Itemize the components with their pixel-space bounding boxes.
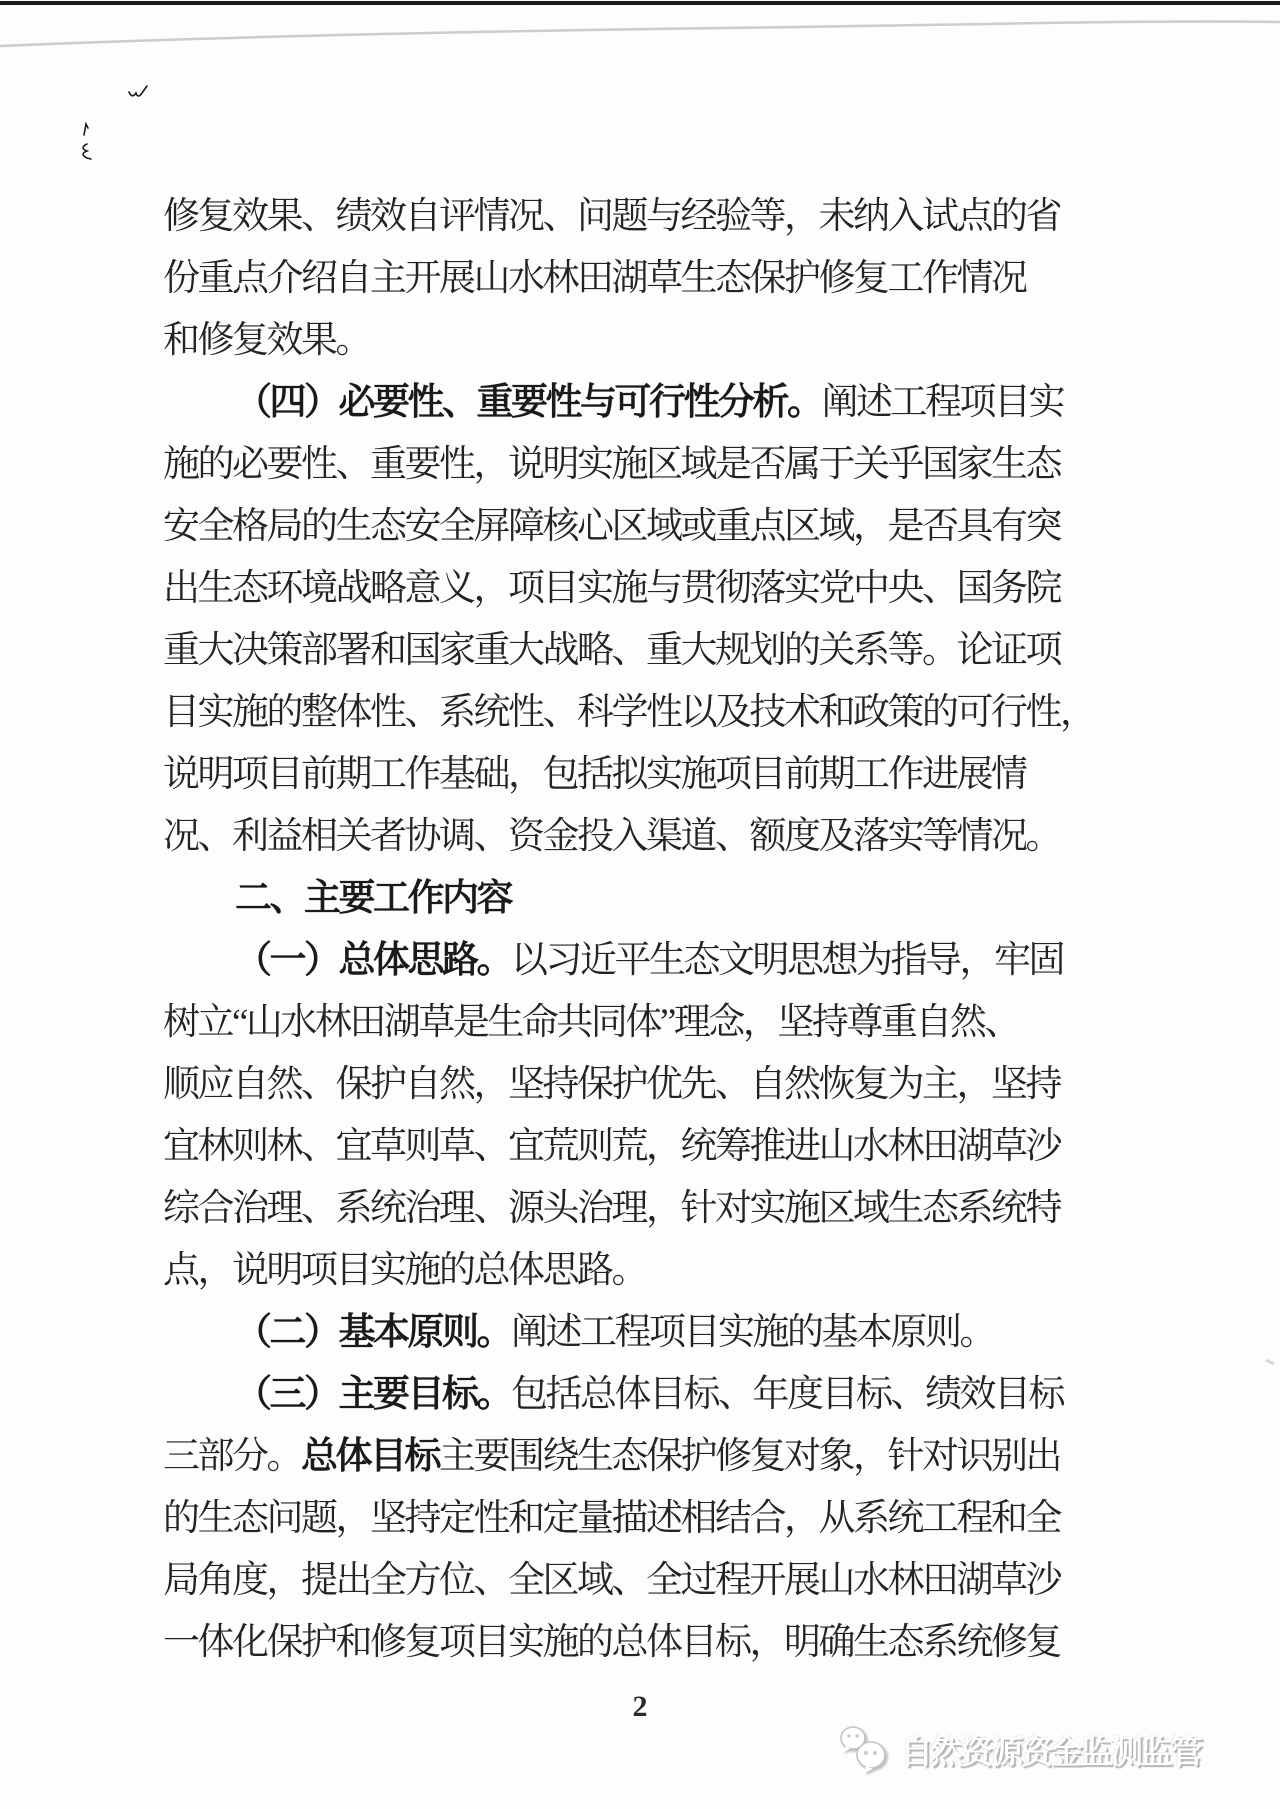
text-line (163, 1364, 1153, 1426)
text-line (163, 930, 1153, 992)
watermark-text: 自然资源资金监测监管 (900, 1734, 1200, 1771)
text-segment: 树立“山水林田湖草是生命共同体”理念，坚持尊重自然、 (163, 1002, 1019, 1043)
text-line (163, 558, 1153, 620)
text-segment-bold: 总体目标 (301, 1436, 439, 1477)
text-line (163, 1302, 1153, 1364)
text-segment: 安全格局的生态安全屏障核心区域或重点区域，是否具有突 (163, 506, 1060, 547)
page-number: 2 (632, 1690, 648, 1723)
text-line (163, 310, 1153, 372)
text-line (163, 496, 1153, 558)
text-segment: 说明项目前期工作基础，包括拟实施项目前期工作进展情 (163, 754, 1026, 795)
text-segment: 修复效果、绩效自评情况、问题与经验等，未纳入试点的省 (163, 196, 1060, 237)
text-segment: 一体化保护和修复项目实施的总体目标，明确生态系统修复 (163, 1622, 1060, 1663)
text-segment: 以习近平生态文明思想为指导，牢固 (511, 940, 1063, 981)
wechat-icon (836, 1724, 890, 1774)
handwritten-marks (83, 86, 147, 159)
scan-smudge (1266, 1360, 1274, 1364)
text-line (163, 744, 1153, 806)
text-segment: 主要围绕生态保护修复对象，针对识别出 (439, 1436, 1060, 1477)
document-body (163, 186, 1153, 1674)
text-segment-bold: （四）必要性、重要性与可行性分析。 (235, 382, 822, 423)
text-segment: 阐述工程项目实 (821, 382, 1063, 423)
text-segment: 宜林则林、宜草则草、宜荒则荒，统筹推进山水林田湖草沙 (163, 1126, 1060, 1167)
text-segment: 局角度，提出全方位、全区域、全过程开展山水林田湖草沙 (163, 1560, 1060, 1601)
text-segment: 综合治理、系统治理、源头治理，针对实施区域生态系统特 (163, 1188, 1060, 1229)
text-segment: 重大决策部署和国家重大战略、重大规划的关系等。论证项 (163, 630, 1060, 671)
text-line (163, 806, 1153, 868)
text-line (163, 248, 1153, 310)
text-line (163, 1426, 1153, 1488)
text-segment: 阐述工程项目实施的基本原则。 (511, 1312, 994, 1353)
text-line (163, 1612, 1153, 1674)
text-segment: 施的必要性、重要性，说明实施区域是否属于关乎国家生态 (163, 444, 1060, 485)
text-segment: 点，说明项目实施的总体思路。 (163, 1250, 646, 1291)
text-line (163, 1116, 1153, 1178)
text-line (163, 868, 1153, 930)
text-line (163, 1054, 1153, 1116)
text-segment: 和修复效果。 (163, 320, 370, 361)
text-line (163, 186, 1153, 248)
text-line (163, 1488, 1153, 1550)
text-segment: 包括总体目标、年度目标、绩效目标 (511, 1374, 1063, 1415)
text-line (163, 620, 1153, 682)
text-line (163, 434, 1153, 496)
text-segment: 份重点介绍自主开展山水林田湖草生态保护修复工作情况 (163, 258, 1026, 299)
text-segment: 的生态问题，坚持定性和定量描述相结合，从系统工程和全 (163, 1498, 1060, 1539)
text-line (163, 372, 1153, 434)
text-segment-bold: （二）基本原则。 (235, 1312, 511, 1353)
scan-curve-artifact (0, 21, 1280, 46)
text-line (163, 1178, 1153, 1240)
text-segment: 况、利益相关者协调、资金投入渠道、额度及落实等情况。 (163, 816, 1060, 857)
text-line (163, 682, 1153, 744)
scan-top-edge-artifact (0, 1, 1280, 5)
text-segment-bold: （三）主要目标。 (235, 1374, 511, 1415)
text-segment: 出生态环境战略意义，项目实施与贯彻落实党中央、国务院 (163, 568, 1060, 609)
text-line (163, 1550, 1153, 1612)
text-line (163, 992, 1153, 1054)
text-segment-bold: 二、主要工作内容 (235, 878, 511, 919)
text-segment-bold: （一）总体思路。 (235, 940, 511, 981)
watermark (836, 1724, 1200, 1774)
text-segment: 三部分。 (163, 1436, 301, 1477)
text-segment: 顺应自然、保护自然，坚持保护优先、自然恢复为主，坚持 (163, 1064, 1060, 1105)
text-line (163, 1240, 1153, 1302)
text-segment: 目实施的整体性、系统性、科学性以及技术和政策的可行性， (163, 692, 1095, 733)
